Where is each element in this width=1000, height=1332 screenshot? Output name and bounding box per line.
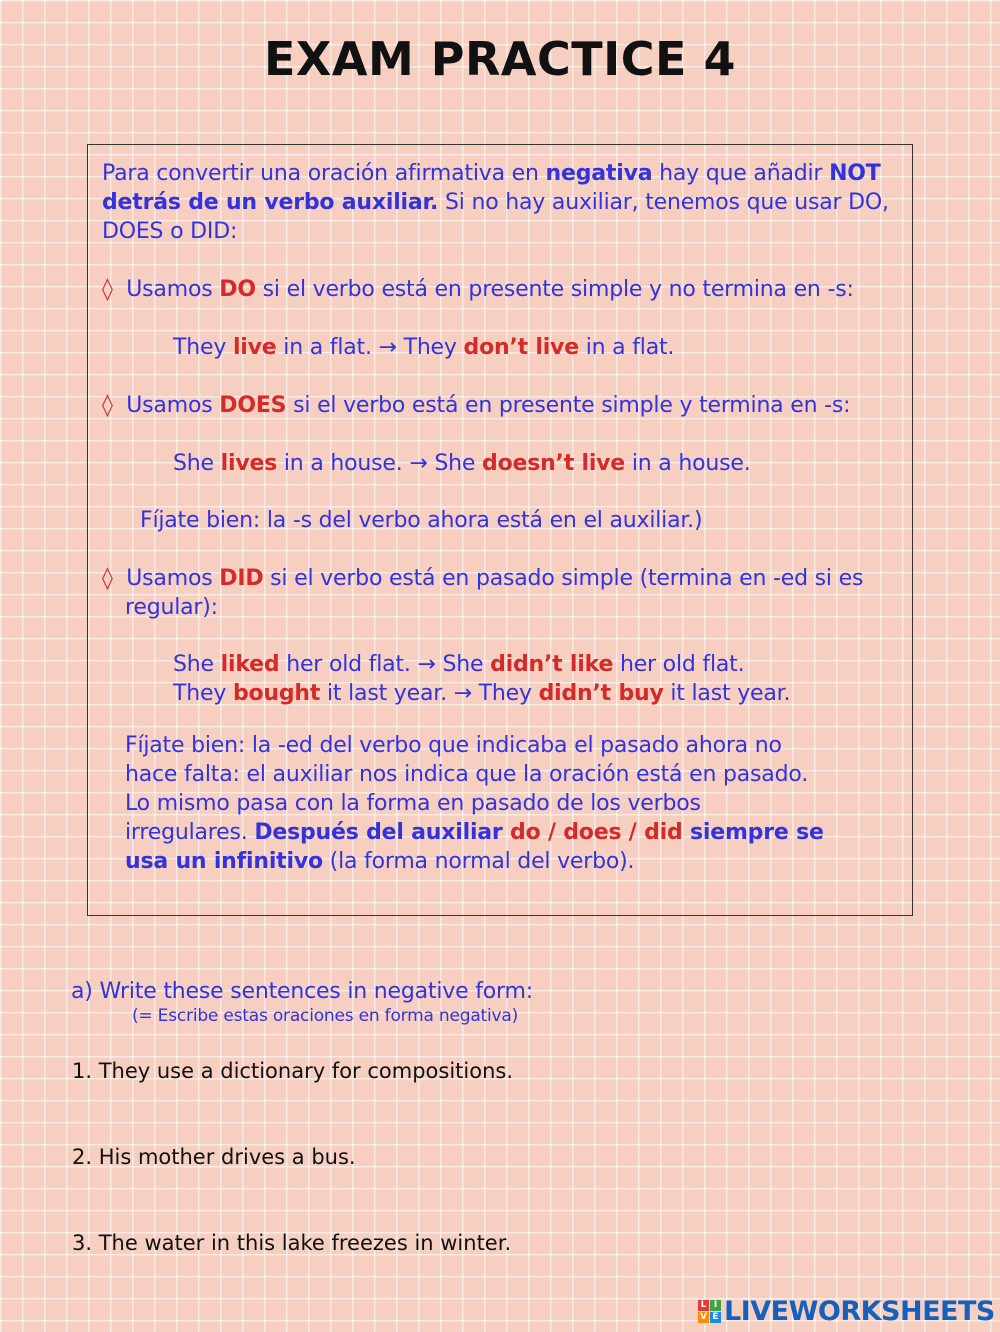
did-rule: ◊ Usamos DID si el verbo está en pasado simple (termina en -ed si es bbox=[102, 566, 864, 591]
does-note: Fíjate bien: la -s del verbo ahora está en el auxiliar.) bbox=[140, 508, 703, 533]
exercise-instruction: a) Write these sentences in negative form: bbox=[71, 979, 533, 1004]
liveworksheets-logo[interactable] bbox=[698, 1296, 995, 1326]
diamond-bullet-icon: ◊ bbox=[102, 277, 113, 302]
did-note-line-4: irregulares. Después del auxiliar do / does / did siempre se bbox=[125, 820, 824, 845]
does-rule: ◊ Usamos DOES si el verbo está en presente simple y termina en -s: bbox=[102, 393, 851, 418]
did-rule-line-2: regular): bbox=[125, 595, 218, 620]
exercise-item-3: 3. The water in this lake freezes in winter. bbox=[72, 1231, 512, 1255]
diamond-bullet-icon: ◊ bbox=[102, 393, 113, 418]
page-title: EXAM PRACTICE 4 bbox=[264, 32, 736, 86]
grammar-explanation-box bbox=[87, 144, 913, 916]
did-example-2: They bought it last year. → They didn’t buy it last year. bbox=[173, 681, 791, 706]
diamond-bullet-icon: ◊ bbox=[102, 566, 113, 591]
does-example: She lives in a house. → She doesn’t live in a house. bbox=[173, 451, 751, 476]
did-note-line-1: Fíjate bien: la -ed del verbo que indicaba el pasado ahora no bbox=[125, 733, 782, 758]
did-note-line-2: hace falta: el auxiliar nos indica que la oración está en pasado. bbox=[125, 762, 809, 787]
did-note-line-5: usa un infinitivo (la forma normal del verbo). bbox=[125, 849, 635, 874]
do-example: They live in a flat. → They don’t live in a flat. bbox=[173, 335, 675, 360]
intro-line-1: Para convertir una oración afirmativa en negativa hay que añadir NOT bbox=[102, 161, 881, 186]
intro-line-3: DOES o DID: bbox=[102, 219, 238, 244]
exercise-translation: (= Escribe estas oraciones en forma negativa) bbox=[132, 1006, 519, 1026]
did-example-1: She liked her old flat. → She didn’t like her old flat. bbox=[173, 652, 745, 677]
liveworksheets-logo-icon: L I V E bbox=[698, 1300, 721, 1323]
intro-line-2: detrás de un verbo auxiliar. Si no hay auxiliar, tenemos que usar DO, bbox=[102, 190, 889, 215]
exercise-item-2: 2. His mother drives a bus. bbox=[72, 1145, 356, 1169]
did-note-line-3: Lo mismo pasa con la forma en pasado de los verbos bbox=[125, 791, 701, 816]
exercise-item-1: 1. They use a dictionary for compositions. bbox=[72, 1059, 513, 1083]
do-rule: ◊ Usamos DO si el verbo está en presente simple y no termina en -s: bbox=[102, 277, 854, 302]
liveworksheets-logo-text: LIVEWORKSHEETS bbox=[724, 1295, 995, 1327]
